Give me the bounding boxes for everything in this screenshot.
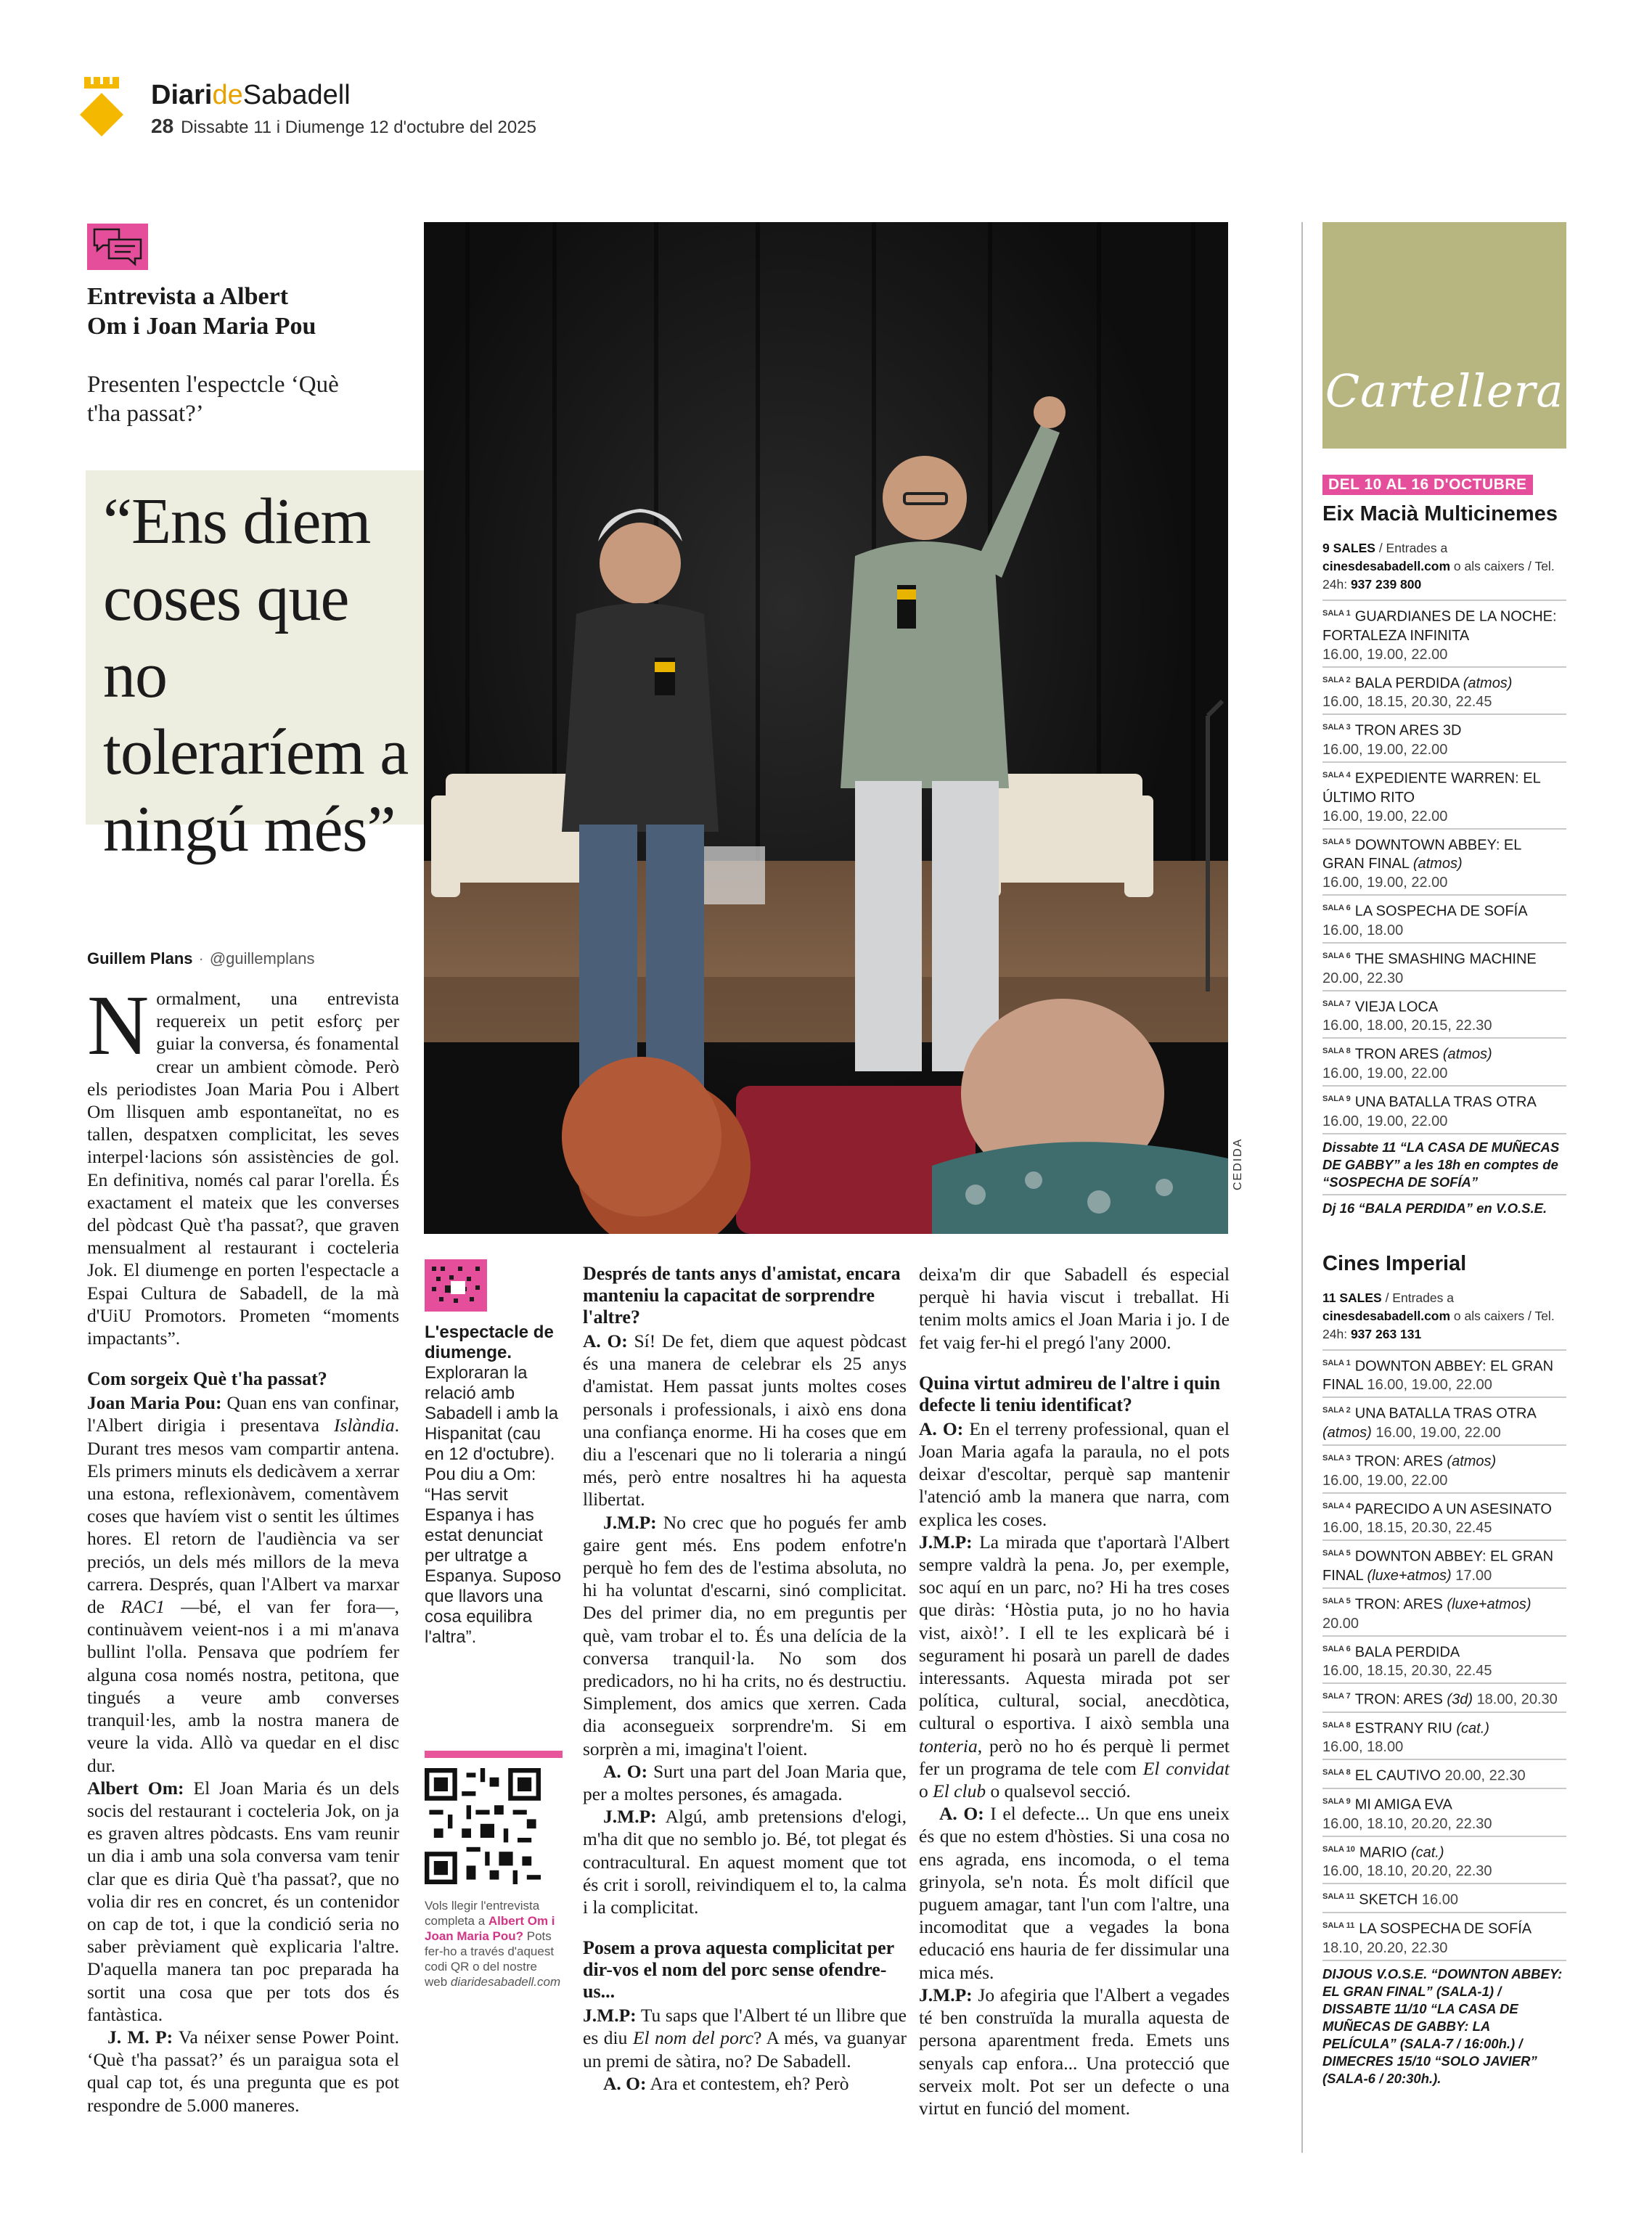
subkicker: Presenten l'espectcle ‘Què t'ha passat?’ bbox=[87, 372, 339, 427]
answer-paragraph: J.M.P: Algú, amb pretensions d'elogi, m'ha dit que no semblo jo. Bé, tot plegat és contracultural. En aquest moment que tot és crit i soroll, reivindiquem el to, la calma i la complicitat. bbox=[583, 1806, 907, 1918]
movie-listing: $^{SALA 9}$ MI AMIGA EVA 16.00, 18.10, 20.20, 22.30 bbox=[1322, 1789, 1566, 1837]
sidebar-box bbox=[425, 1259, 563, 1648]
cinema-note: DIJOUS V.O.S.E. “DOWNTON ABBEY: EL GRAN FINAL” (SALA-1) / DISSABTE 11/10 “LA CASA DE MUÑECAS DE GABBY: LA PELÍCULA” (SALA-7 / 16:00h.) / DIMECRES 15/10 “SOLO JAVIER” (SALA-6 / 20:30h.). bbox=[1322, 1966, 1563, 2086]
website-link[interactable]: diaridesabadell.com bbox=[450, 1975, 561, 1989]
movie-listing: $^{SALA 5}$ TRON: ARES (luxe+atmos) 20.00 bbox=[1322, 1589, 1566, 1637]
question-heading: Posem a prova aquesta complicitat per dir-vos el nom del porc sense ofendre-us... bbox=[583, 1937, 894, 2003]
pull-quote-box bbox=[86, 470, 425, 865]
answer-paragraph: A. O: Surt una part del Joan Maria que, per a moltes persones, és amagada. bbox=[583, 1760, 907, 1805]
movie-listing: $^{SALA 1}$ GUARDIANES DE LA NOCHE: FORTALEZA INFINITA 16.00, 19.00, 22.00 bbox=[1322, 601, 1566, 668]
answer-paragraph: J.M.P: La mirada que t'aportarà l'Albert sempre valdrà la pena. Jo, per exemple, soc aquí en un parc, no? Hi ha tres coses que diràs: ‘Hòstia puta, jo no ho havia vist, això!’. I ell te les explicarà bé i segurament hi posarà un parell de dades interessants. Aquesta mirada pot ser política, cultural, social, anecdòtica, cultural o esportiva. I això sembla una tonteria, però no ho és perquè li permet fer un programa de tele com El convidat o El club o qualsevol secció. bbox=[919, 1531, 1230, 1802]
cartellera bbox=[1322, 475, 1566, 2090]
sidebar-title: L'espectacle de diumenge. bbox=[425, 1322, 554, 1362]
movie-listing: $^{SALA 5}$ DOWNTON ABBEY: EL GRAN FINAL (luxe+atmos) 17.00 bbox=[1322, 1541, 1566, 1589]
movie-listing: $^{SALA 4}$ EXPEDIENTE WARREN: EL ÚLTIMO RITO 16.00, 19.00, 22.00 bbox=[1322, 763, 1566, 830]
movie-listing: $^{SALA 3}$ TRON: ARES (atmos) 16.00, 19.00, 22.00 bbox=[1322, 1446, 1566, 1494]
answer-paragraph: Joan Maria Pou: Quan ens van confinar, l'Albert dirigia i presentava Islàndia. Durant tres mesos vam compartir antena. Els primers minuts els dedicàvem a xerrar una estona, reflexionàvem, comentàvem coses que havíem vist o sentit les últimes hores. El retorn de l'audiència va ser preciós, un dels més millors de la meva carrera. Després, quan l'Albert va marxar de RAC1 —bé, el van fer fora—, continuàvem veient-nos i a mi m'anava bullint l'olla. Pensava que podríem fer alguna cosa només nostra, petitona, que tingués a veure amb converses tranquil·les, amb la nostra manera de veure la vida. Allò va quedar en el disc dur. bbox=[87, 1392, 399, 1776]
brand[interactable]: DiarideSabadell bbox=[151, 80, 351, 110]
author-handle: @guillemplans bbox=[209, 949, 315, 968]
movie-listing: $^{SALA 8}$ ESTRANY RIU (cat.) 16.00, 18.00 bbox=[1322, 1713, 1566, 1761]
movie-listing: $^{SALA 8}$ TRON ARES (atmos) 16.00, 19.00, 22.00 bbox=[1322, 1039, 1566, 1087]
movie-listing: $^{SALA 9}$ UNA BATALLA TRAS OTRA 16.00, 19.00, 22.00 bbox=[1322, 1087, 1566, 1134]
qr-promo bbox=[425, 1751, 563, 1989]
dots-pattern-icon bbox=[425, 1259, 487, 1312]
movie-listing: $^{SALA 6}$ LA SOSPECHA DE SOFÍA 16.00, 18.00 bbox=[1322, 896, 1566, 944]
page-number: 28 bbox=[151, 115, 174, 137]
cartellera-header bbox=[1322, 222, 1566, 449]
stage-photo-illustration bbox=[424, 222, 1228, 1234]
cinema-info: 9 SALES / Entrades a cinesdesabadell.com o als caixers / Tel. 24h: 937 239 800 bbox=[1322, 539, 1566, 601]
cinema-name: Eix Macià Multicinemes bbox=[1322, 502, 1558, 525]
headline-quote: “Ens diem coses que no toleraríem a ningú més” bbox=[103, 486, 409, 865]
author-name: Guillem Plans bbox=[87, 949, 193, 968]
movie-listing: $^{SALA 8}$ EL CAUTIVO 20.00, 22.30 bbox=[1322, 1760, 1566, 1789]
article-column-3 bbox=[919, 1263, 1230, 2119]
cinema-note: Dissabte 11 “LA CASA DE MUÑECAS DE GABBY” a les 18h en comptes de “SOSPECHA DE SOFÍA” bbox=[1322, 1134, 1566, 1195]
answer-paragraph: A. O: En el terreny professional, quan el Joan Maria agafa la paraula, no el pots deixar d'escoltar, perquè sap mantenir l'atenció amb la manera que narra, com explica les coses. bbox=[919, 1418, 1230, 1530]
movie-listing: $^{SALA 7}$ TRON: ARES (3d) 18.00, 20.30 bbox=[1322, 1684, 1566, 1713]
cinema-note: Dj 16 “BALA PERDIDA” en V.O.S.E. bbox=[1322, 1200, 1547, 1216]
cartellera-title: Cartellera bbox=[1325, 364, 1564, 417]
movie-listing: $^{SALA 11}$ LA SOSPECHA DE SOFÍA 18.10, 20.20, 22.30 bbox=[1322, 1913, 1566, 1961]
movie-listing: $^{SALA 6}$ THE SMASHING MACHINE 20.00, 22.30 bbox=[1322, 944, 1566, 991]
movie-listing: $^{SALA 5}$ DOWNTOWN ABBEY: EL GRAN FINAL (atmos) 16.00, 19.00, 22.00 bbox=[1322, 830, 1566, 896]
speech-bubble-icon bbox=[87, 224, 148, 270]
photo-credit: CEDIDA bbox=[1232, 1137, 1244, 1190]
movie-listing: $^{SALA 11}$ SKETCH 16.00 bbox=[1322, 1884, 1566, 1913]
cinema-website-link[interactable]: cinesdesabadell.com bbox=[1322, 559, 1451, 573]
stage-photo bbox=[424, 222, 1228, 1234]
answer-paragraph: deixa'm dir que Sabadell és especial perquè hi havia viscut i treballat. Hi tenim molts amics el Joan Maria i jo. I de fet vaig fer-hi el pregó l'any 2000. bbox=[919, 1264, 1230, 1353]
answer-paragraph: A. O: I el defecte... Un que ens uneix és que no estem d'hòsties. Si una cosa no ens agrada, ens incomoda, o el tema grinyola, se'n nota. És molt difícil que puguem amagar, tant l'un com l'altre, una incomoditat que a vegades la bona educació ens hauria de fer dissimular una mica més. bbox=[919, 1803, 1230, 1983]
answer-paragraph: Albert Om: El Joan Maria és un dels socis del restaurant i cocteleria Jok, on ja es graven altres pòdcasts. Ens vam reunir un dia i amb una sola conversa vam tenir clar que es diria Què t'ha passat?, que no volia dir res en concret, és un contenidor on cap de tot, i que la condició seria no saber prèviament què explicaria l'altre. D'aquella manera tan poc preparada ha sortit una cosa que per tots dos és fantàstica. bbox=[87, 1777, 399, 2025]
question-heading: Després de tants anys d'amistat, encara manteniu la capacitat de sorprendre l'altre? bbox=[583, 1263, 901, 1328]
qr-accent-bar bbox=[425, 1751, 563, 1758]
crest-icon bbox=[78, 77, 129, 138]
byline: Guillem Plans · @guillemplans bbox=[87, 949, 315, 968]
answer-paragraph: J. M. P: Va néixer sense Power Point. ‘Què t'ha passat?’ és un paraigua sota el qual cap tot, és una pregunta que es pot respondre de 5.000 maneres. bbox=[87, 2026, 399, 2116]
qr-code[interactable] bbox=[425, 1768, 541, 1884]
article-column-2 bbox=[583, 1263, 907, 2095]
answer-paragraph: J.M.P: No crec que ho pogués fer amb gaire gent més. Ens podem enfotre'n perquè ho fem des de l'estima absoluta, no hi ha voluntat d'escarni, sinó complicitat. Des del primer dia, no em preguntis per què, vam trobar el to. És una delícia de la conversa tranquil·la. No som dos predicadors, no hi ha crits, no és destructiu. Simplement, dos amics que xerren. Cada dia aconsegueix sorprendre'm. Si em sorprèn a mi, imagina't l'oient. bbox=[583, 1511, 907, 1759]
answer-paragraph: J.M.P: Jo afegiria que l'Albert a vegades té ben construïda la muralla aquesta de persona aparentment freda. Emets uns senyals cap enfora... Una protecció que serveix molt. Pot ser un defecte o una virtut en funció del moment. bbox=[919, 1984, 1230, 2119]
answer-paragraph: J.M.P: Tu saps que l'Albert té un llibre que es diu El nom del porc? A més, va guanyar un premi de sàtira, no? De Sabadell. bbox=[583, 2005, 907, 2071]
kicker: Entrevista a Albert Om i Joan Maria Pou bbox=[87, 283, 316, 340]
question-heading: Quina virtut admireu de l'altre i quin defecte li teniu identificat? bbox=[919, 1372, 1221, 1415]
movie-listing: $^{SALA 2}$ UNA BATALLA TRAS OTRA (atmos) 16.00, 19.00, 22.00 bbox=[1322, 1398, 1566, 1446]
cinema-block bbox=[1322, 502, 1566, 1220]
column-divider bbox=[1301, 222, 1303, 2153]
movie-listing: $^{SALA 6}$ BALA PERDIDA 16.00, 18.15, 20.30, 22.45 bbox=[1322, 1637, 1566, 1685]
answer-paragraph: A. O: Ara et contestem, eh? Però bbox=[603, 2072, 849, 2094]
lead-paragraph: Normalment, una entrevista requereix un petit esforç per guiar la conversa, és fonamental crear un ambient còmode. Però els periodistes Joan Maria Pou i Albert Om llisquen amb espontaneïtat, no es tallen, despatxen complicitat, les seves interpel·lacions són assistències de gol. En definitiva, només cal parar l'orella. És exactament el mateix que les converses del pòdcast Què t'ha passat?, que graven mensualment al restaurant i cocteleria Jok. El diumenge en porten l'espectacle a Espai Cultura de Sabadell, de la mà d'UiU Promotors. Prometen “moments impactants”. bbox=[87, 978, 399, 1349]
answer-paragraph: A. O: Sí! De fet, diem que aquest pòdcast és una manera de celebrar els 25 anys d'amistat. Hem passat junts moltes coses personals i professionals, i això ens dona una confiança enorme. Hi ha coses que em diu a l'escenari que no li toleraria a ningú més, però entre nosaltres hi ha aquesta llibertat. bbox=[583, 1330, 907, 1510]
movie-listing: $^{SALA 2}$ BALA PERDIDA (atmos) 16.00, 18.15, 20.30, 22.45 bbox=[1322, 668, 1566, 716]
issue-date: Dissabte 11 i Diumenge 12 d'octubre del 2025 bbox=[181, 118, 536, 137]
question-heading: Com sorgeix Què t'ha passat? bbox=[87, 1368, 327, 1390]
sidebar-body: Exploraran la relació amb Sabadell i amb la Hispanitat (cau en 12 d'octubre). Pou diu a Om: “Has servit Espanya i has estat denunciat per ultratge a Espanya. Suposo que llavors una cosa equilibra l'altra”. bbox=[425, 1363, 562, 1647]
cinema-name: Cines Imperial bbox=[1322, 1251, 1467, 1275]
cinema-info: 11 SALES / Entrades a cinesdesabadell.com o als caixers / Tel. 24h: 937 263 131 bbox=[1322, 1289, 1566, 1351]
cinema-block bbox=[1322, 1252, 1566, 2090]
qr-caption: Vols llegir l'entrevista completa a Albert Om i Joan Maria Pou? Pots fer-ho a través d'aquest codi QR o del nostre web diaridesabadell.com bbox=[425, 1899, 561, 1989]
page-date-line bbox=[151, 115, 536, 138]
cinema-website-link[interactable]: cinesdesabadell.com bbox=[1322, 1308, 1451, 1323]
movie-listing: $^{SALA 10}$ MARIO (cat.) 16.00, 18.10, 20.20, 22.30 bbox=[1322, 1837, 1566, 1885]
movie-listing: $^{SALA 4}$ PARECIDO A UN ASESINATO 16.00, 18.15, 20.30, 22.45 bbox=[1322, 1494, 1566, 1542]
movie-listing: $^{SALA 3}$ TRON ARES 3D 16.00, 19.00, 22.00 bbox=[1322, 715, 1566, 763]
masthead bbox=[78, 73, 732, 138]
article-column-1 bbox=[87, 978, 399, 2116]
movie-listing: $^{SALA 1}$ DOWNTON ABBEY: EL GRAN FINAL 16.00, 19.00, 22.00 bbox=[1322, 1351, 1566, 1399]
date-range-badge: DEL 10 AL 16 D'OCTUBRE bbox=[1322, 475, 1533, 495]
movie-listing: $^{SALA 7}$ VIEJA LOCA 16.00, 18.00, 20.15, 22.30 bbox=[1322, 991, 1566, 1039]
drop-cap: N bbox=[87, 978, 150, 1073]
